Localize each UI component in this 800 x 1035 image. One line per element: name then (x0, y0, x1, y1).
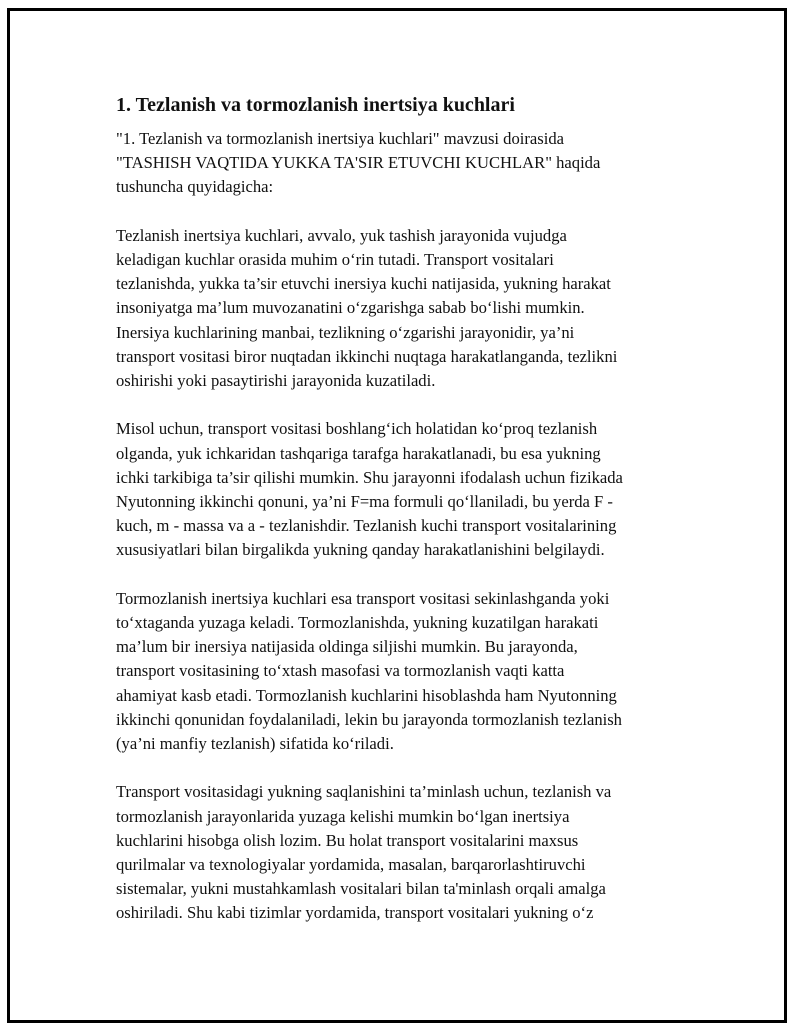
text-line: Tormozlanish inertsiya kuchlari esa transport vositasi sekinlashganda yoki (116, 588, 610, 608)
text-line: oshirishi yoki pasaytirishi jarayonida kuzatiladi. (116, 371, 436, 391)
document-body (116, 92, 696, 950)
text-line: Misol uchun, transport vositasi boshlang‘ich holatidan ko‘proq tezlanish (116, 419, 598, 439)
paragraph (116, 417, 696, 562)
text-line: ahamiyat kasb etadi. Tormozlanish kuchlarini hisoblashda ham Nyutonning (116, 685, 617, 705)
text-line: kuchlarini hisobga olish lozim. Bu holat transport vositalarini maxsus (116, 830, 579, 850)
text-line: (ya’ni manfiy tezlanish) sifatida ko‘riladi. (116, 734, 394, 754)
text-line: qurilmalar va texnologiyalar yordamida, masalan, barqarorlashtiruvchi (116, 855, 586, 875)
text-line: kuch, m - massa va a - tezlanishdir. Tezlanish kuchi transport vositalarining (116, 516, 617, 536)
text-line: "TASHISH VAQTIDA YUKKA TA'SIR ETUVCHI KUCHLAR" haqida (116, 153, 601, 173)
text-line: xususiyatlari bilan birgalikda yukning qanday harakatlanishini belgilaydi. (116, 540, 605, 560)
text-line: Nyutonning ikkinchi qonuni, ya’ni F=ma formuli qo‘llaniladi, bu yerda F - (116, 492, 613, 512)
text-line: transport vositasi biror nuqtadan ikkinchi nuqtaga harakatlanganda, tezlikni (116, 346, 618, 366)
text-line: olganda, yuk ichkaridan tashqariga tarafga harakatlanadi, bu esa yukning (116, 443, 601, 463)
text-line: sistemalar, yukni mustahkamlash vositalari bilan ta'minlash orqali amalga (116, 879, 606, 899)
text-line: to‘xtaganda yuzaga keladi. Tormozlanishda, yukning kuzatilgan harakati (116, 613, 599, 633)
paragraph (116, 224, 696, 393)
paragraph (116, 587, 696, 756)
text-line: tezlanishda, yukka ta’sir etuvchi inersiya kuchi natijasida, yukning harakat (116, 274, 611, 294)
paragraph (116, 127, 696, 200)
text-line: Transport vositasidagi yukning saqlanishini ta’minlash uchun, tezlanish va (116, 782, 612, 802)
text-line: insoniyatga ma’lum muvozanatini o‘zgarishga sabab bo‘lishi mumkin. (116, 298, 585, 318)
text-line: Tezlanish inertsiya kuchlari, avvalo, yuk tashish jarayonida vujudga (116, 225, 567, 245)
text-line: tushuncha quyidagicha: (116, 177, 274, 197)
document-title: 1. Tezlanish va tormozlanish inertsiya kuchlari (116, 94, 515, 116)
text-line: transport vositasining to‘xtash masofasi va tormozlanish vaqti katta (116, 661, 565, 681)
text-line: keladigan kuchlar orasida muhim o‘rin tutadi. Transport vositalari (116, 250, 554, 269)
paragraph (116, 780, 696, 925)
text-line: ichki tarkibiga ta’sir qilishi mumkin. Shu jarayonni ifodalash uchun fizikada (116, 467, 623, 487)
text-line: Inersiya kuchlarining manbai, tezlikning o‘zgarishi jarayonidir, ya’ni (116, 322, 575, 342)
text-line: "1. Tezlanish va tormozlanish inertsiya kuchlari" mavzusi doirasida (116, 129, 565, 148)
text-line: ikkinchi qonunidan foydalaniladi, lekin bu jarayonda tormozlanish tezlanish (116, 709, 622, 729)
text-line: oshiriladi. Shu kabi tizimlar yordamida, transport vositalari yukning o‘z (116, 903, 594, 923)
paragraph-list (116, 127, 696, 926)
text-line: ma’lum bir inersiya natijasida oldinga siljishi mumkin. Bu jarayonda, (116, 637, 578, 657)
text-line: tormozlanish jarayonlarida yuzaga kelishi mumkin bo‘lgan inertsiya (116, 806, 570, 826)
